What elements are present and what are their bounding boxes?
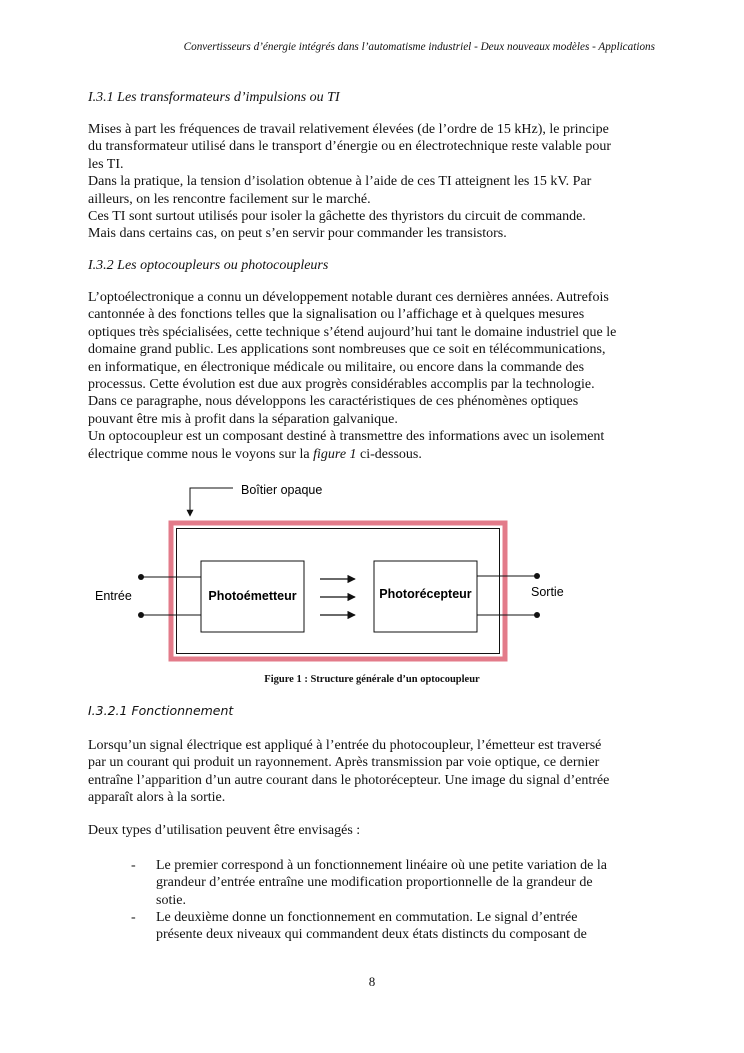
casing-label: Boîtier opaque: [241, 483, 323, 497]
text-line: Le deuxième donne un fonctionnement en commutation. Le signal d’entrée: [156, 910, 578, 925]
paragraph-optocoupleurs: [88, 289, 655, 463]
paragraph-transformateurs: [88, 121, 655, 243]
receiver-label: Photorécepteur: [379, 587, 472, 601]
optocoupler-diagram: [0, 470, 744, 670]
text-line: apparaît alors à la sortie.: [88, 790, 226, 806]
text-fragment: électrique comme nous le voyons sur la: [88, 446, 314, 462]
output-label: Sortie: [531, 585, 564, 599]
text-line: Ces TI sont surtout utilisés pour isoler la gâchette des thyristors du circuit de commande.: [88, 209, 586, 225]
text-fragment: ci-dessous.: [356, 446, 422, 462]
text-line: cantonnée à des fonctions telles que la signalisation ou l’affichage et à quelques mesures: [88, 307, 585, 323]
text-line: présente deux niveaux qui commandent deux états distincts du composant de: [156, 927, 587, 943]
text-line: ailleurs, on les rencontre facilement sur le marché.: [88, 191, 371, 207]
text-line: Dans ce paragraphe, nous développons les caractéristiques de ces phénomènes optiques: [88, 394, 579, 410]
text-line: du transformateur utilisé dans le transport d’énergie ou en électrotechnique reste valable pour: [88, 139, 611, 155]
input-terminal: [138, 612, 144, 618]
text-line: Le premier correspond à un fonctionnement linéaire où une petite variation de la: [156, 858, 607, 873]
figure-caption: Figure 1 : Structure générale d’un optocoupleur: [264, 674, 480, 685]
text-line: domaine grand public. Les applications sont nombreuses que ce soit en télécommunications,: [88, 342, 606, 358]
paragraph-fonctionnement: [88, 737, 655, 807]
text-line: pouvant être mis à profit dans la séparation galvanique.: [88, 411, 398, 427]
text-line-last: [88, 446, 655, 463]
text-line: Dans la pratique, la tension d’isolation obtenue à l’aide de ces TI atteignent les 15 kV. Par: [88, 174, 592, 190]
output-terminal: [534, 612, 540, 618]
list-item: [131, 909, 655, 944]
text-line: en informatique, en électronique médicale ou militaire, ou encore dans la commande des: [88, 359, 585, 375]
text-line: les TI.: [88, 156, 124, 172]
text-line: Mises à part les fréquences de travail relativement élevées (de l’ordre de 15 kHz), le principe: [88, 122, 609, 137]
text-line: Mais dans certains cas, on peut s’en servir pour commander les transistors.: [88, 226, 507, 242]
emitter-label: Photoémetteur: [208, 589, 297, 603]
bullet-dash: -: [131, 910, 136, 925]
text-line: L’optoélectronique a connu un développement notable durant ces dernières années. Autrefois: [88, 290, 609, 305]
text-line: optiques très spécialisées, cette technique s’étend aujourd’hui tant le domaine industriel que le: [88, 324, 617, 340]
input-label: Entrée: [95, 589, 132, 603]
input-terminal: [138, 574, 144, 580]
text-line: entraîne l’apparition d’un autre courant dans le photorécepteur. Une image du signal d’entrée: [88, 772, 610, 788]
text-line: sotie.: [156, 892, 186, 908]
casing-pointer-arrow: [190, 488, 233, 516]
text-line: Un optocoupleur est un composant destiné à transmettre des informations avec un isolement: [88, 429, 605, 445]
subsection-title-fonctionnement: I.3.2.1 Fonctionnement: [88, 703, 234, 718]
text-line: par un courant qui produit un rayonnement. Après transmission par voie optique, ce dernier: [88, 755, 600, 771]
figure-reference: figure 1: [313, 446, 357, 462]
text-line: processus. Cette évolution est due aux progrès considérables accomplis par la technologie.: [88, 377, 595, 393]
section-title-transformateurs: I.3.1 Les transformateurs d’impulsions ou TI: [88, 90, 340, 105]
section-title-optocoupleurs: I.3.2 Les optocoupleurs ou photocoupleurs: [88, 258, 329, 273]
usage-intro: Deux types d’utilisation peuvent être envisagés :: [88, 823, 361, 838]
list-item: [131, 857, 655, 909]
page-number: 8: [368, 974, 376, 989]
text-line: grandeur d’entrée entraîne une modification proportionnelle de la grandeur de: [156, 875, 593, 891]
running-header: Convertisseurs d’énergie intégrés dans l’automatisme industriel - Deux nouveaux modèles - Applications: [183, 41, 655, 53]
output-terminal: [534, 573, 540, 579]
text-line: Lorsqu’un signal électrique est appliqué à l’entrée du photocoupleur, l’émetteur est traversé: [88, 738, 602, 753]
bullet-dash: -: [131, 858, 136, 873]
